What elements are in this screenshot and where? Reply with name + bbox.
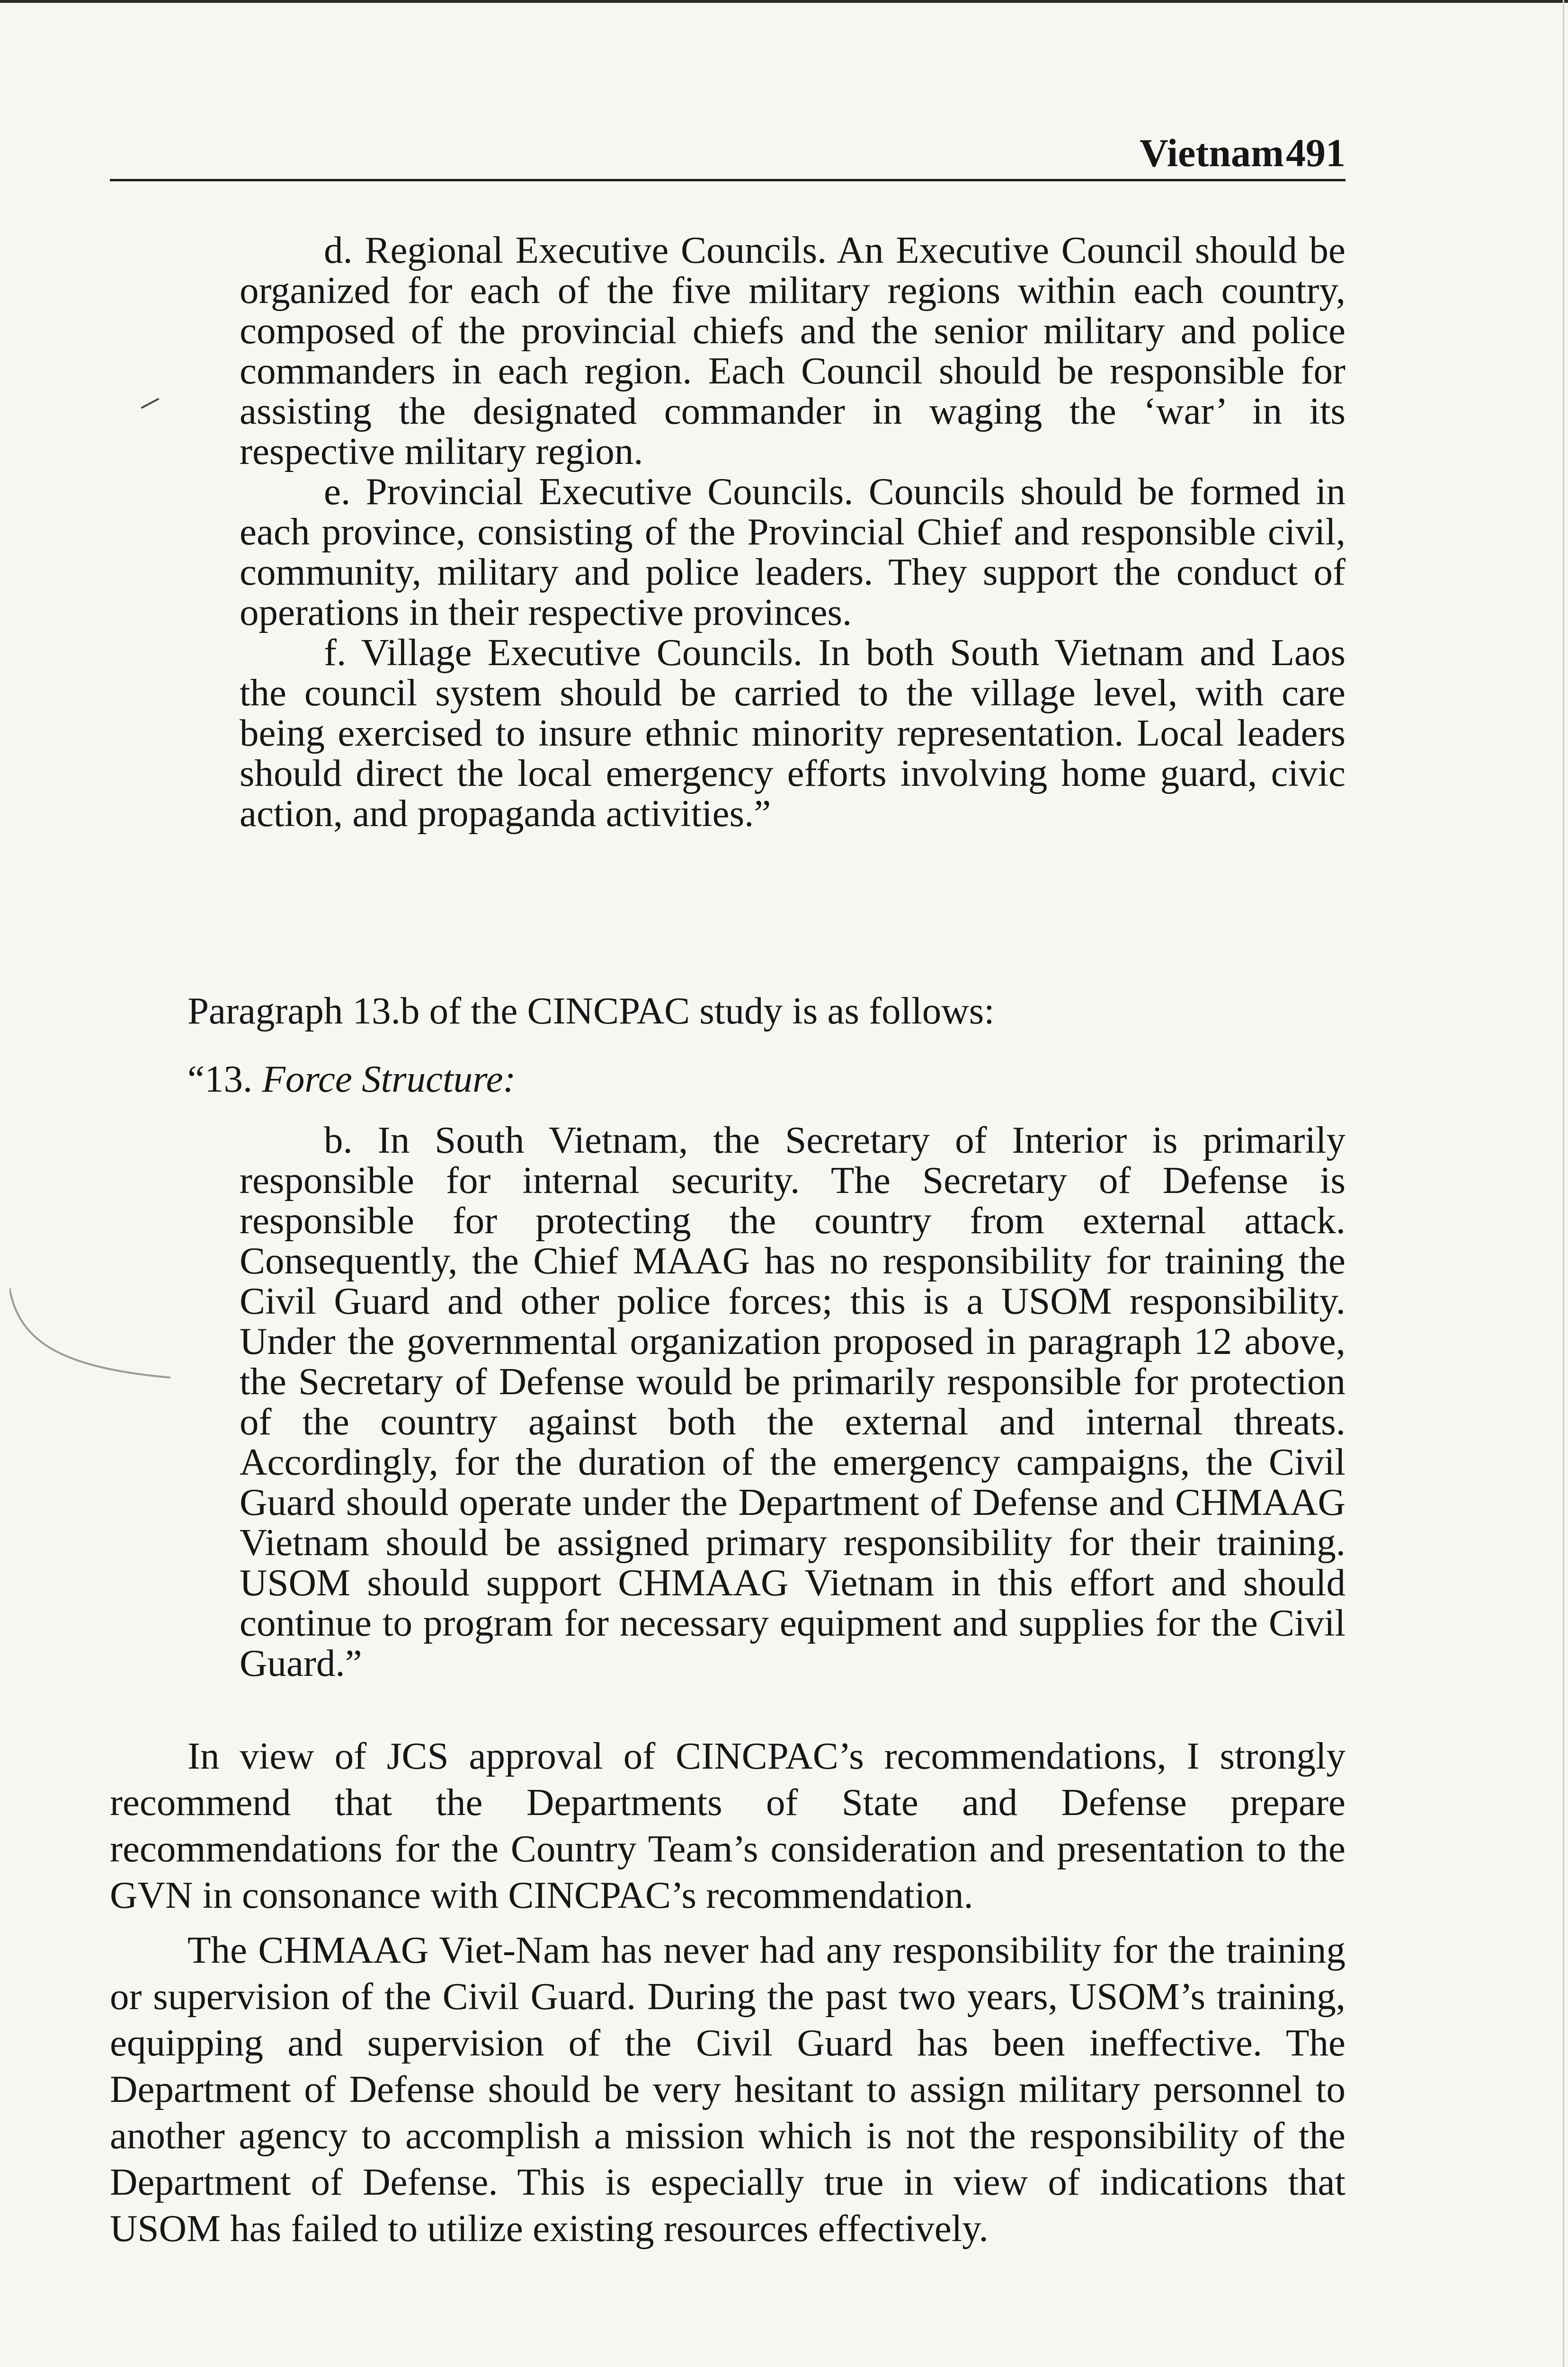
running-title: Vietnam [1140,131,1284,175]
page-header [110,127,1345,181]
quote-paragraph-f: f. Village Executive Councils. In both South Vietnam and Laos the council system should be carried to the village level, with care being exercised to insure ethnic minority representation. Local leaders should direct the local emergency efforts involving home guard, civic action, and propaganda activities.” [240,631,1345,835]
quoted-force-block [240,1120,1345,1683]
margin-pencil-curve [9,1288,180,1382]
quote-paragraph-b: b. In South Vietnam, the Secretary of Interior is primarily responsible for internal security. The Secretary of Defense is responsible for protecting the country from external attack. Consequently, the Chief MAAG has no responsibility for training the Civil Guard and other police forces; this is a USOM responsibility. Under the governmental organization proposed in paragraph 12 above, the Secretary of Defense would be primarily responsible for protection of the country against both the external and internal threats. Accordingly, for the duration of the emergency campaigns, the Civil Guard should operate under the Department of Defense and CHMAAG Vietnam should be assigned primary responsibility for their training. USOM should support CHMAAG Vietnam in this effort and should continue to program for necessary equipment and supplies for the Civil Guard.” [240,1119,1345,1684]
quote-paragraph-d: d. Regional Executive Councils. An Executive Council should be organized for each of the five military regions within each country, composed of the provincial chiefs and the senior military and police commanders in each region. Each Council should be responsible for assisting the designated commander in waging the ‘war’ in its respective military region. [240,229,1345,472]
scan-right-edge [1563,0,1564,2367]
body-text [110,1733,1345,2251]
body-paragraph-2: The CHMAAG Viet-Nam has never had any responsibility for the training or supervision of the Civil Guard. During the past two years, USOM’s training, equipping and supervision of the Civil Guard has been ineffective. The Department of Defense should be very hesitant to assign military personnel to another agency to accomplish a mission which is not the responsibility of the Department of Defense. This is especially true in view of indications that USOM has failed to utilize existing resources effectively. [110,1929,1345,2250]
scan-top-edge [0,0,1568,3]
page-number: 491 [1286,131,1345,175]
quote-paragraph-e: e. Provincial Executive Councils. Councils should be formed in each province, consisting of the Provincial Chief and responsible civil, community, military and police leaders. They support the conduct of operations in their respective provinces. [240,470,1345,633]
force-heading-title: Force Structure: [262,1058,516,1100]
quoted-councils-block [240,230,1345,834]
force-structure-heading [187,1056,516,1102]
margin-pencil-mark [141,398,160,409]
force-heading-number: “13. [187,1058,262,1100]
intro-line: Paragraph 13.b of the CINCPAC study is as follows: [187,989,995,1032]
body-paragraph-1: In view of JCS approval of CINCPAC’s recommendations, I strongly recommend that the Departments of State and Defense prepare recommendations for the Country Team’s consideration and presentation to the GVN in consonance with CINCPAC’s recommendation. [110,1735,1345,1916]
